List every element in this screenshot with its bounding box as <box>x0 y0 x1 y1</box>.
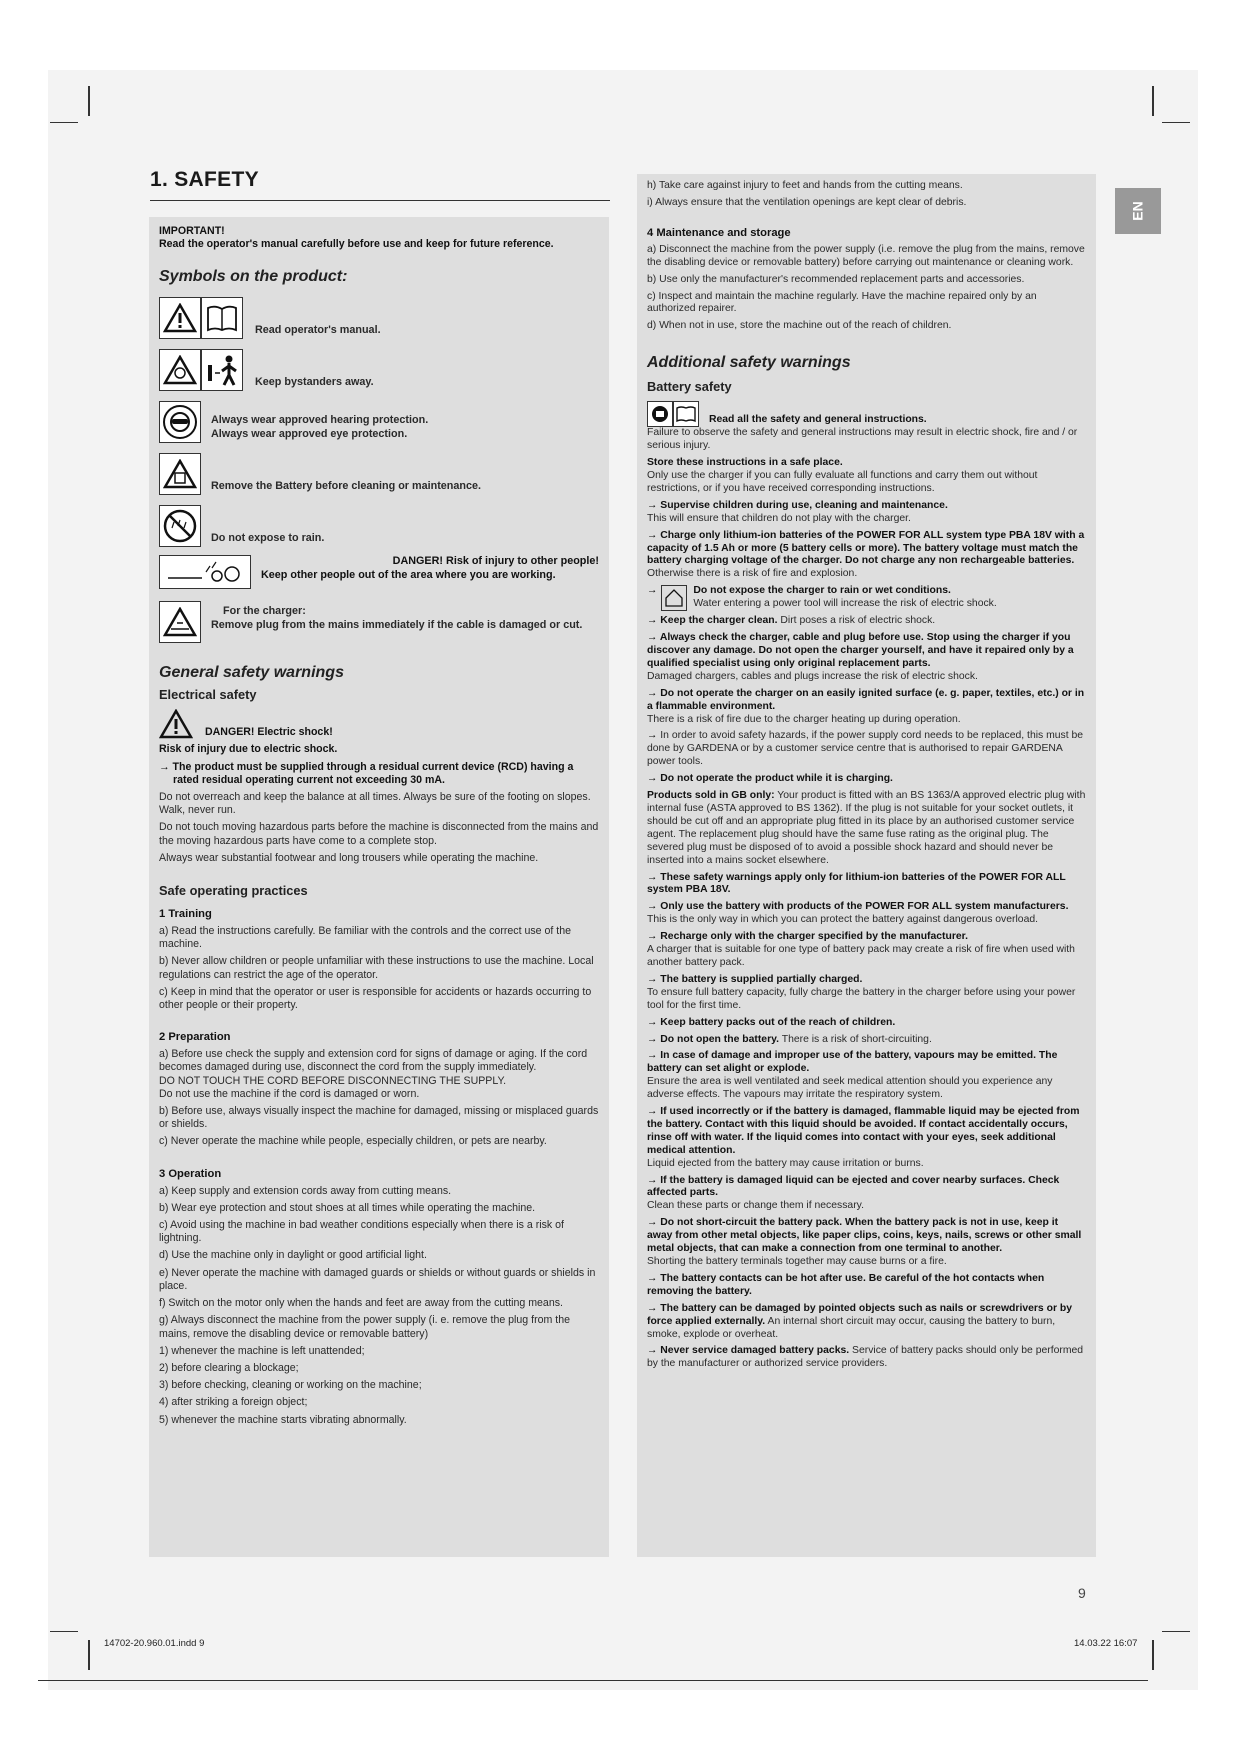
symbol-label: DANGER! Risk of injury to other people! Keep other people out of the area where you are working. <box>261 555 599 581</box>
warning-text: Ensure the area is well ventilated and seek medical attention should you experience any adverse effects. The vapours may irritate the respiratory system. <box>647 1076 1053 1101</box>
warning-bold: → If used incorrectly or if the battery is damaged, flammable liquid may be ejected from the battery. Contact with this liquid should be avoided. If contact accidentally occurs, rinse off with water. If the liquid comes into contact with your eyes, seek additional medical attention. <box>647 1106 1080 1156</box>
risk-text: Risk of injury due to electric shock. <box>159 743 338 756</box>
footer-date: 14.03.22 16:07 <box>1074 1638 1138 1649</box>
symbol-row <box>159 297 599 339</box>
warning-text: To ensure full battery capacity, fully charge the battery in the charger before using your power tool for the first time. <box>647 986 1076 1011</box>
list-item: a) Keep supply and extension cords away from cutting means. <box>159 1184 452 1197</box>
warning-text: Clean these parts or change them if necessary. <box>647 1200 864 1212</box>
warning-text: Damaged chargers, cables and plugs increase the risk of electric shock. <box>647 670 978 682</box>
read-all-row <box>647 401 1086 427</box>
list-item: 5) whenever the machine starts vibrating abnormally. <box>159 1413 407 1426</box>
symbol-label: Read operator's manual. <box>255 323 381 336</box>
warning-text: Otherwise there is a risk of fire and explosion. <box>647 568 858 580</box>
symbol-row <box>159 601 599 643</box>
warning-text: Shorting the battery terminals together may cause burns or a fire. <box>647 1256 947 1267</box>
rain-warning: Do not expose the charger to rain or wet conditions. Water entering a power tool will increase the risk of electric shock. <box>693 585 997 610</box>
list-item: b) Wear eye protection and stout shoes at all times while operating the machine. <box>159 1201 536 1214</box>
general-paragraph: Do not touch moving hazardous parts before the machine is disconnected from the mains and the moving hazardous parts have come to a complete stop. <box>159 821 599 847</box>
operation-heading: 3 Operation <box>159 1167 222 1180</box>
symbol-row <box>159 505 599 547</box>
symbol-label: For the charger: Remove plug from the mains immediately if the cable is damaged or cut. <box>211 605 583 631</box>
rain-warning-row: → Do not expose the charger to rain or wet conditions. Water entering a power tool will increase the risk of electric shock. <box>647 585 1086 611</box>
warning-item: → Keep the charger clean. Dirt poses a risk of electric shock. <box>647 615 936 627</box>
warning-text: This will ensure that children do not play with the charger. <box>647 512 911 524</box>
list-item: i) Always ensure that the ventilation openings are kept clear of debris. <box>647 196 967 208</box>
danger-row <box>159 709 599 739</box>
read-all-label: Read all the safety and general instructions. <box>709 414 927 426</box>
warning-item: → In order to avoid safety hazards, if the power supply cord needs to be replaced, this must be done by GARDENA or by a customer service centre that is authorised to repair GARDENA power tools. <box>647 730 1084 768</box>
preparation-heading: 2 Preparation <box>159 1031 231 1044</box>
bystanders-icon <box>201 349 243 391</box>
list-item: f) Switch on the motor only when the hands and feet are away from the cutting means. <box>159 1297 563 1310</box>
warning-bold: → Supervise children during use, cleaning and maintenance. <box>647 499 948 511</box>
warning-triangle-icon <box>159 297 201 339</box>
crop-mark <box>1162 122 1190 123</box>
warning-bold: → Recharge only with the charger specified by the manufacturer. <box>647 931 969 943</box>
cable-damage-warning-icon <box>159 601 201 643</box>
warning-text: Failure to observe the safety and general instructions may result in electric shock, fire and / or serious injury. <box>647 427 1078 452</box>
rcd-warning: → The product must be supplied through a residual current device (RCD) having a rated residual operating current not exceeding 30 mA. <box>159 760 574 786</box>
list-item: d) Use the machine only in daylight or good artificial light. <box>159 1249 427 1262</box>
list-item: c) Keep in mind that the operator or user is responsible for accidents or hazards occurring to other people or their property. <box>159 985 592 1012</box>
list-item: g) Always disconnect the machine from the power supply (i. e. remove the plug from the mains, remove the disabling device or removable battery) <box>159 1314 570 1340</box>
warning-bold: → These safety warnings apply only for lithium-ion batteries of the POWER FOR ALL system PBA 18V. <box>647 871 1066 896</box>
warning-text: There is a risk of fire due to the charger heating up during operation. <box>647 713 961 725</box>
warning-item: → The battery can be damaged by pointed objects such as nails or screwdrivers or by force applied externally. An internal short circuit may occur, causing the battery to burn, smoke, explode or overheat. <box>647 1302 1072 1340</box>
general-paragraph: Always wear substantial footwear and long trousers while operating the machine. <box>159 851 539 864</box>
no-rain-icon <box>159 505 201 547</box>
footer-rule <box>38 1680 1148 1681</box>
footer-file: 14702-20.960.01.indd 9 <box>104 1638 205 1649</box>
warning-item: → Only use the battery with products of the POWER FOR ALL system manufacturers. This is the only way in which you can protect the battery against dangerous overload. <box>647 901 1069 926</box>
maintenance-heading: 4 Maintenance and storage <box>647 226 791 239</box>
crop-mark <box>1152 1640 1154 1670</box>
warning-bold: → Always check the charger, cable and plug before use. Stop using the charger if you discover any damage. Do not open the charger yourself, and have it repaired only by a qualified specialist using only original replacement parts. <box>647 632 1074 669</box>
list-item: e) Never operate the machine with damaged guards or shields or without guards or shields in place. <box>159 1266 596 1292</box>
list-item: c) Avoid using the machine in bad weather conditions especially when there is a risk of lightning. <box>159 1219 564 1245</box>
warning-item: → Do not open the battery. There is a risk of short-circuiting. <box>647 1033 932 1045</box>
warning-bold: → Do not short-circuit the battery pack. When the battery pack is not in use, keep it away from other metal objects, like paper clips, coins, keys, nails, screws or other small metal objects, that can make a connection from one terminal to another. <box>647 1217 1082 1255</box>
page-title: 1. SAFETY <box>150 168 610 201</box>
crop-mark <box>88 1640 90 1670</box>
warning-bold: → In case of damage and improper use of the battery, vapours may be emitted. The battery can set alight or explode. <box>647 1050 1058 1075</box>
crop-mark <box>1162 1631 1190 1632</box>
list-item: a) Disconnect the machine from the power supply (i.e. remove the plug from the mains, remove the disabling device or removable battery) before carrying out maintenance or cleaning work. <box>647 243 1085 268</box>
list-item: b) Before use, always visually inspect the machine for damaged, missing or misplaced guards or shields. <box>159 1105 599 1131</box>
warning-bold: → Keep battery packs out of the reach of children. <box>647 1016 896 1028</box>
important-heading: IMPORTANT! <box>159 225 225 237</box>
crop-mark <box>1152 86 1154 116</box>
symbol-label: Always wear approved hearing protection. Always wear approved eye protection. <box>211 414 429 440</box>
warning-text: Liquid ejected from the battery may cause irritation or burns. <box>647 1157 924 1169</box>
manual-book-icon <box>673 401 699 427</box>
general-heading: General safety warnings <box>159 664 344 682</box>
general-paragraph: Do not overreach and keep the balance at all times. Always be sure of the footing on slopes. Walk, never run. <box>159 791 591 817</box>
warning-triangle-icon <box>159 349 201 391</box>
warning-bold: → Charge only lithium-ion batteries of the POWER FOR ALL system type PBA 18V with a capacity of 1.5 Ah or more (5 battery cells or more). The battery voltage must match the battery charging voltage of the charger. Do not charge any non rechargeable batteries. <box>647 529 1085 567</box>
training-heading: 1 Training <box>159 908 212 921</box>
warning-bold: → Do not operate the charger on an easily ignited surface (e. g. paper, textiles, etc.) or in a flammable environment. <box>647 687 1085 712</box>
symbol-label: Do not expose to rain. <box>211 531 325 544</box>
list-item: b) Never allow children or people unfamiliar with these instructions to use the machine. Local regulations can restrict the age of the operator. <box>159 955 594 981</box>
list-item: 3) before checking, cleaning or working on the machine; <box>159 1379 422 1392</box>
list-item: b) Use only the manufacturer's recommended replacement parts and accessories. <box>647 273 1025 285</box>
list-item: a) Read the instructions carefully. Be familiar with the controls and the correct use of the machine. <box>159 925 571 951</box>
warning-text: Only use the charger if you can fully evaluate all functions and carry them out without restrictions, or if you have received corresponding instructions. <box>647 469 1038 494</box>
symbol-row <box>159 555 599 589</box>
list-item: DO NOT TOUCH THE CORD BEFORE DISCONNECTING THE SUPPLY. <box>159 1074 507 1087</box>
symbol-label: Keep bystanders away. <box>255 375 374 388</box>
warning-item: Products sold in GB only: Your product is fitted with an BS 1363/A approved electric plug with internal fuse (ASTA approved to BS 1362). If the plug is not suitable for your socket outlets, it should be cut off and an appropriate plug fitted in its place by an authorised customer service agent. The replacement plug should have the same fuse rating as the original plug. The severed plug must be disposed of to avoid a possible shock hazard and should never be inserted into a mains socket elsewhere. <box>647 790 1086 866</box>
warning-text: A charger that is suitable for one type of battery pack may create a risk of fire when used with another battery pack. <box>647 944 1075 968</box>
warning-bold: → Do not operate the product while it is charging. <box>647 773 893 785</box>
list-item: c) Inspect and maintain the machine regularly. Have the machine repaired only by an authorized repairer. <box>647 290 1037 315</box>
danger-label: DANGER! Electric shock! <box>205 726 333 739</box>
symbol-label: Remove the Battery before cleaning or maintenance. <box>211 479 482 492</box>
right-column <box>637 174 1096 1557</box>
crop-mark <box>50 122 78 123</box>
house-icon <box>661 585 687 611</box>
list-item: c) Never operate the machine while people, especially children, or pets are nearby. <box>159 1135 547 1148</box>
important-text: Read the operator's manual carefully before use and keep for future reference. <box>159 238 554 251</box>
crop-mark <box>50 1631 78 1632</box>
symbol-row <box>159 349 599 391</box>
symbol-row <box>159 453 599 495</box>
remove-battery-icon <box>159 453 201 495</box>
list-item: a) Before use check the supply and extension cord for signs of damage or aging. If the cord becomes damaged during use, disconnect the cord from the supply immediately. <box>159 1048 588 1074</box>
danger-triangle-icon <box>159 709 193 739</box>
warning-item: → Never service damaged battery packs. Service of battery packs should only be performed by the manufacturer or authorized service providers. <box>647 1345 1084 1370</box>
symbol-row <box>159 401 599 443</box>
warning-bold: → The battery is supplied partially charged. <box>647 973 863 985</box>
hearing-eye-protection-icon <box>159 401 201 443</box>
language-tab: EN <box>1115 188 1161 234</box>
warning-bold: Store these instructions in a safe place. <box>647 457 843 469</box>
electrical-heading: Electrical safety <box>159 687 257 703</box>
manual-book-icon <box>201 297 243 339</box>
battery-safety-heading: Battery safety <box>647 379 732 395</box>
list-item: Do not use the machine if the cord is damaged or worn. <box>159 1087 420 1100</box>
list-item: h) Take care against injury to feet and hands from the cutting means. <box>647 180 963 191</box>
symbols-heading: Symbols on the product: <box>159 268 348 286</box>
list-item: 4) after striking a foreign object; <box>159 1396 308 1409</box>
warning-bold: → If the battery is damaged liquid can be ejected and cover nearby surfaces. Check affected parts. <box>647 1174 1060 1199</box>
list-item: 1) whenever the machine is left unattended; <box>159 1344 365 1357</box>
page-number: 9 <box>1078 1585 1086 1601</box>
list-item: d) When not in use, store the machine out of the reach of children. <box>647 320 952 332</box>
crop-mark <box>88 86 90 116</box>
list-item: 2) before clearing a blockage; <box>159 1361 299 1374</box>
thrown-objects-icon <box>159 555 251 589</box>
warning-bold: → The battery contacts can be hot after use. Be careful of the hot contacts when removing the battery. <box>647 1272 1045 1297</box>
safe-practices-heading: Safe operating practices <box>159 883 308 899</box>
read-instructions-icon <box>647 401 673 427</box>
additional-heading: Additional safety warnings <box>647 354 851 372</box>
left-column <box>149 217 609 1557</box>
